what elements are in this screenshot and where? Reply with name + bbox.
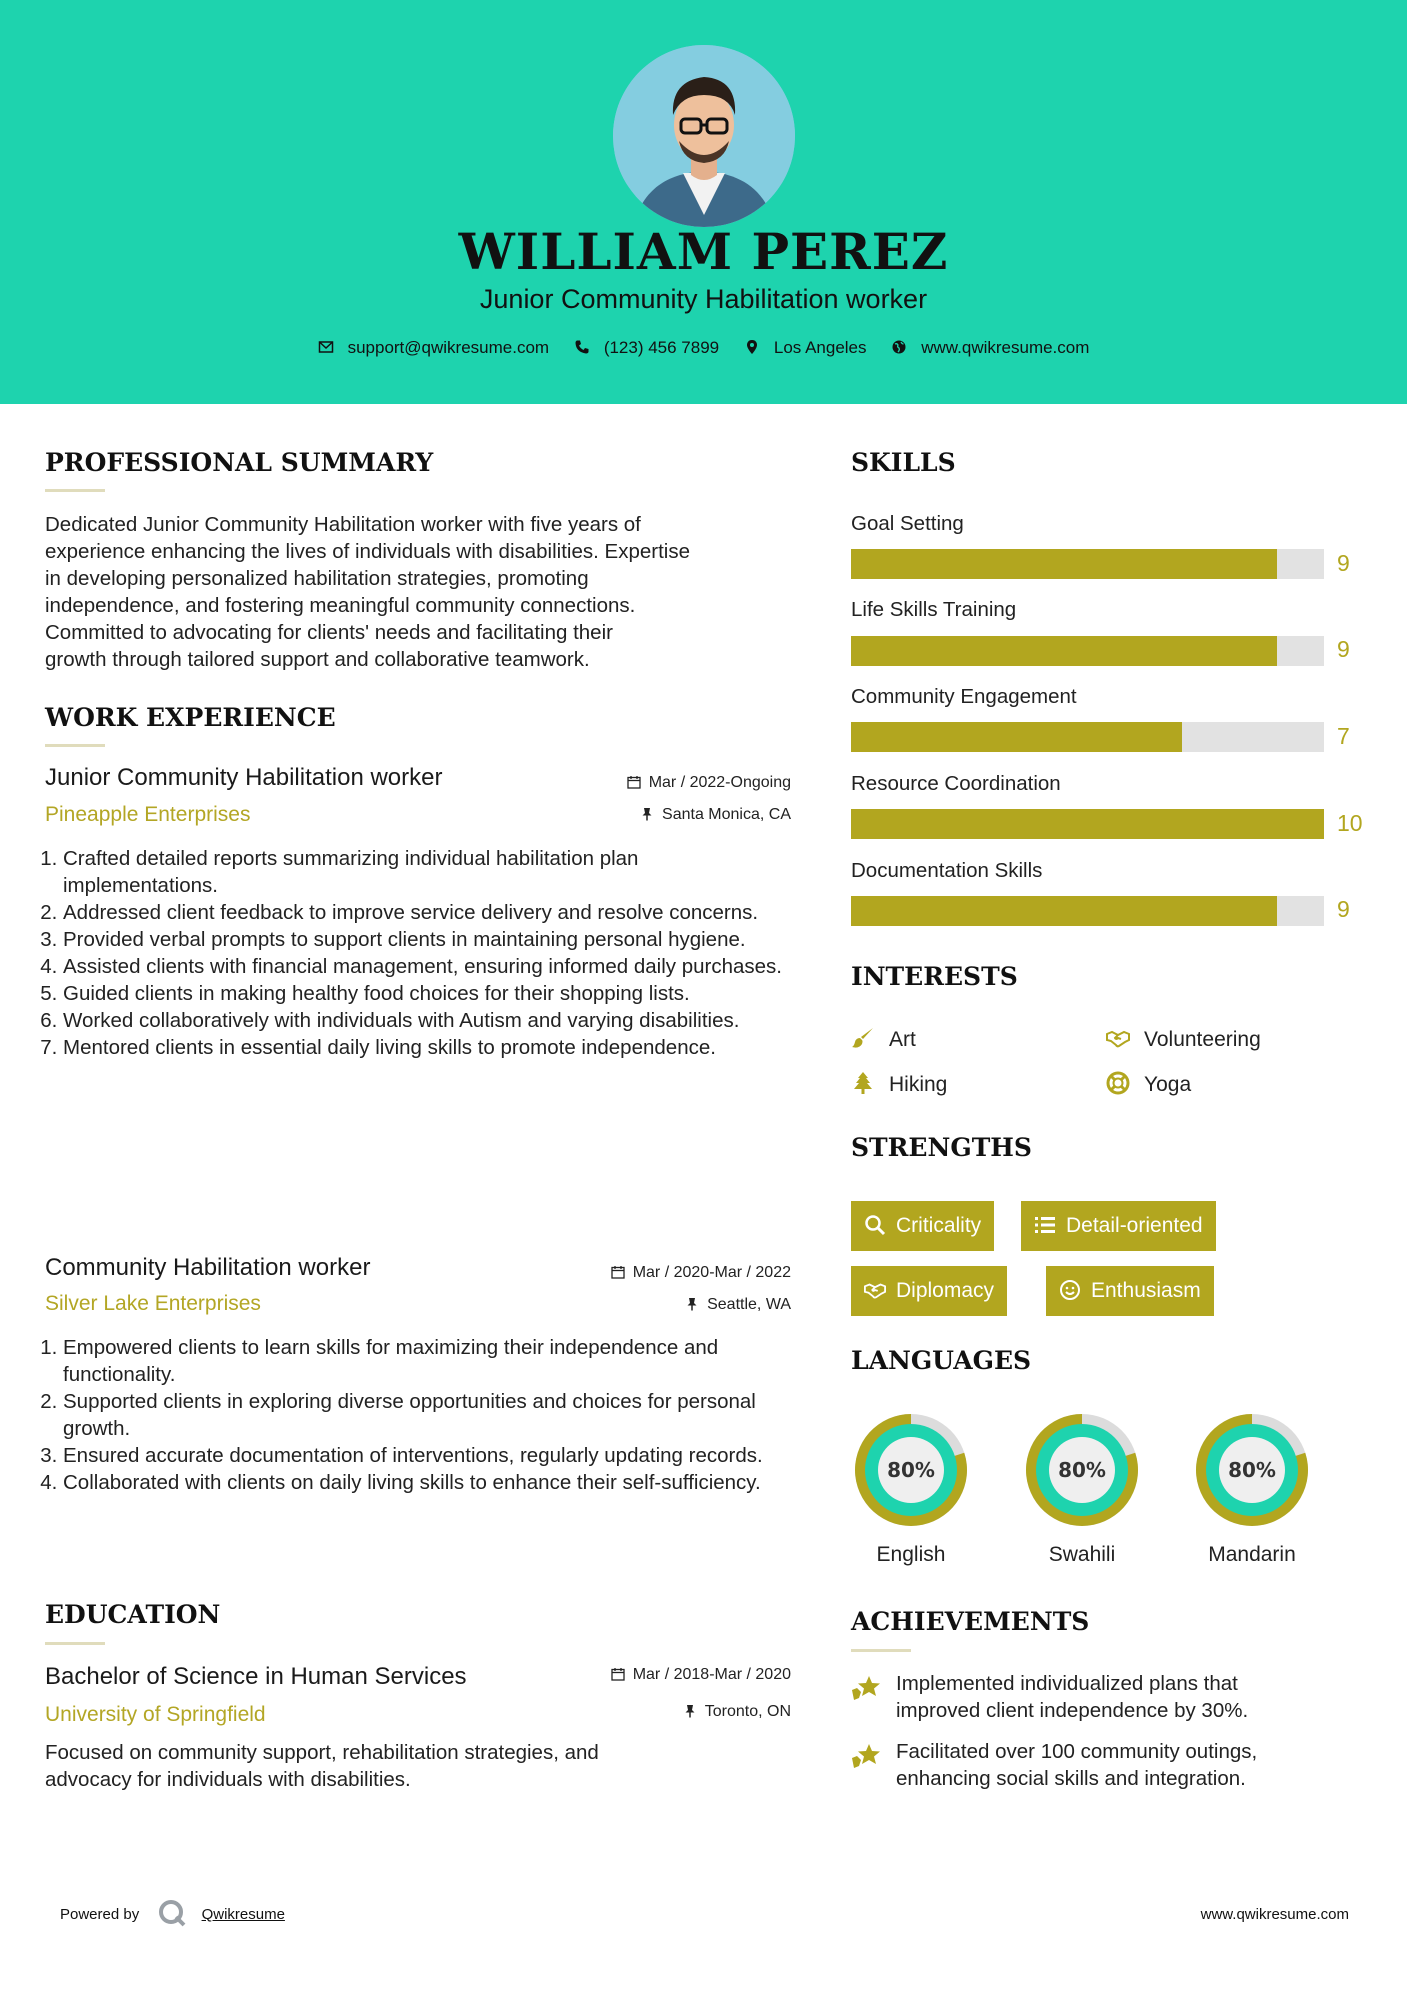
calendar-icon (611, 1667, 625, 1681)
duty-item: 4. Collaborated with clients on daily living skills to enhance their self-sufficiency. (63, 1469, 795, 1496)
skill-bar-fill (851, 636, 1277, 666)
interest-item (851, 1071, 947, 1097)
summary-line: experience enhancing the lives of individuals with disabilities. Expertise (45, 540, 690, 563)
degree-title: Bachelor of Science in Human Services (45, 1663, 467, 1690)
candidate-role: Junior Community Habilitation worker (479, 284, 928, 314)
strength-label: Diplomacy (896, 1279, 995, 1302)
location-text: Los Angeles (773, 337, 867, 357)
calendar-icon (627, 775, 641, 789)
strength-label: Criticality (896, 1214, 982, 1237)
skill-score: 9 (1337, 896, 1350, 922)
contact-phone[interactable] (574, 338, 719, 358)
resume-header (0, 0, 1407, 404)
job-duties (45, 845, 795, 1061)
work-underline (45, 744, 105, 747)
duty-item: 2. Addressed client feedback to improve service delivery and resolve concerns. (63, 899, 795, 926)
language-item (1020, 1408, 1144, 1566)
education-underline (45, 1642, 105, 1645)
skills-heading: SKILLS (851, 448, 956, 477)
summary-line: Dedicated Junior Community Habilitation worker with five years of (45, 513, 641, 536)
strength-tag (1046, 1266, 1214, 1316)
job-company: Silver Lake Enterprises (45, 1292, 261, 1315)
language-percent: 80% (887, 1458, 935, 1482)
candidate-name: WILLIAM PEREZ (458, 222, 949, 281)
achievements-heading: ACHIEVEMENTS (851, 1607, 1090, 1636)
duty-item: 3. Provided verbal prompts to support clients in maintaining personal hygiene. (63, 926, 795, 953)
summary-line: Committed to advocating for clients' needs and facilitating their (45, 621, 613, 644)
duty-item: 1. Crafted detailed reports summarizing individual habilitation plan implementations. (63, 845, 795, 899)
strengths-heading: STRENGTHS (851, 1133, 1032, 1162)
languages-heading: LANGUAGES (851, 1346, 1032, 1375)
map-pin-icon (744, 339, 760, 355)
job-duties (45, 1334, 795, 1496)
skill-name: Goal Setting (851, 512, 964, 535)
interest-label: Volunteering (1144, 1028, 1261, 1051)
phone-icon (574, 339, 590, 355)
footer-website[interactable]: www.qwikresume.com (1200, 1906, 1349, 1923)
language-donut (849, 1408, 973, 1532)
interest-label: Hiking (889, 1073, 948, 1096)
globe-icon (891, 339, 907, 355)
achievement-item (851, 1670, 1248, 1724)
interest-item (851, 1026, 916, 1052)
education-line: advocacy for individuals with disabilities. (45, 1768, 411, 1791)
pushpin-icon (640, 807, 654, 821)
smile-icon (1059, 1279, 1081, 1301)
skill-score: 9 (1337, 636, 1350, 662)
language-item (849, 1408, 973, 1566)
language-percent: 80% (1058, 1458, 1106, 1482)
phone-text: (123) 456 7899 (603, 337, 720, 357)
summary-text (45, 511, 690, 673)
job-location-text: Seattle, WA (707, 1296, 791, 1313)
skill-name: Resource Coordination (851, 772, 1061, 795)
language-percent: 80% (1228, 1458, 1276, 1482)
job-location-text: Santa Monica, CA (662, 806, 791, 823)
lifering-icon (1106, 1071, 1130, 1095)
skill-name: Community Engagement (851, 685, 1077, 708)
search-icon (864, 1214, 886, 1236)
job-company: Pineapple Enterprises (45, 803, 251, 826)
language-donut (1190, 1408, 1314, 1532)
job-date-text: Mar / 2022-Ongoing (648, 774, 791, 791)
duty-item: 2. Supported clients in exploring diverse opportunities and choices for personal growth. (63, 1388, 795, 1442)
achievement-line: Implemented individualized plans that (896, 1672, 1238, 1695)
profile-photo (613, 45, 795, 227)
star-hand-icon (851, 1740, 883, 1770)
summary-line: growth through tailored support and collaborative teamwork. (45, 648, 590, 671)
qwikresume-logo-icon (157, 1898, 187, 1932)
summary-underline (45, 489, 105, 492)
paintbrush-icon (851, 1026, 875, 1050)
strength-label: Detail-oriented (1066, 1214, 1203, 1237)
contact-email[interactable] (318, 338, 550, 358)
language-name: Swahili (1048, 1543, 1116, 1566)
education-text (45, 1739, 599, 1793)
powered-by-text: Powered by (60, 1905, 140, 1923)
language-item (1190, 1408, 1314, 1566)
education-line: Focused on community support, rehabilitation strategies, and (45, 1741, 599, 1764)
achievement-line: enhancing social skills and integration. (896, 1767, 1246, 1790)
skill-bar-fill (851, 722, 1182, 752)
strength-tag (851, 1266, 1007, 1316)
school-name: University of Springfield (45, 1703, 266, 1726)
job-title: Junior Community Habilitation worker (45, 764, 443, 791)
contact-bar (0, 337, 1407, 358)
summary-heading: PROFESSIONAL SUMMARY (45, 448, 434, 477)
job-location (685, 1296, 791, 1314)
tree-icon (851, 1071, 875, 1095)
interest-item (1106, 1071, 1191, 1097)
language-name: English (876, 1543, 946, 1566)
skill-score: 7 (1337, 723, 1350, 749)
skill-name: Documentation Skills (851, 859, 1043, 882)
footer-powered-by (60, 1898, 285, 1932)
strength-tag (851, 1201, 994, 1251)
skill-bar (851, 809, 1324, 839)
duty-item: 1. Empowered clients to learn skills for maximizing their independence and functionality. (63, 1334, 795, 1388)
achievement-item (851, 1738, 1257, 1792)
work-heading: WORK EXPERIENCE (45, 703, 336, 732)
duty-item: 5. Guided clients in making healthy food choices for their shopping lists. (63, 980, 795, 1007)
duty-item: 7. Mentored clients in essential daily living skills to promote independence. (63, 1034, 795, 1061)
skill-bar-fill (851, 549, 1277, 579)
email-text: support@qwikresume.com (347, 337, 550, 357)
pushpin-icon (683, 1704, 697, 1718)
interest-label: Art (889, 1028, 916, 1051)
star-hand-icon (851, 1672, 883, 1702)
pushpin-icon (685, 1297, 699, 1311)
interest-label: Yoga (1144, 1073, 1192, 1096)
job-date (611, 1264, 791, 1282)
skill-bar (851, 636, 1324, 666)
handshake-icon (1106, 1026, 1130, 1050)
education-heading: EDUCATION (45, 1600, 221, 1629)
handshake-icon (864, 1279, 886, 1301)
strength-tag (1021, 1201, 1216, 1251)
duty-item: 6. Worked collaboratively with individuals with Autism and varying disabilities. (63, 1007, 795, 1034)
website-text: www.qwikresume.com (921, 337, 1090, 357)
qwikresume-link[interactable]: Qwikresume (201, 1905, 285, 1923)
achievement-line: Facilitated over 100 community outings, (896, 1740, 1258, 1763)
interests-heading: INTERESTS (851, 962, 1018, 991)
skill-bar-fill (851, 809, 1324, 839)
skill-score: 10 (1337, 810, 1363, 836)
education-location-text: Toronto, ON (704, 1703, 791, 1720)
language-name: Mandarin (1208, 1543, 1296, 1566)
job-date (627, 774, 791, 792)
skill-name: Life Skills Training (851, 598, 1017, 621)
skill-bar (851, 722, 1324, 752)
language-donut (1020, 1408, 1144, 1532)
contact-website[interactable] (891, 338, 1089, 358)
education-date-text: Mar / 2018-Mar / 2020 (632, 1666, 791, 1683)
job-location (640, 806, 791, 824)
achievement-line: improved client independence by 30%. (896, 1699, 1249, 1722)
list-icon (1034, 1214, 1056, 1236)
contact-location (744, 338, 867, 358)
interest-item (1106, 1026, 1261, 1052)
skill-bar (851, 896, 1324, 926)
summary-line: in developing personalized habilitation strategies, promoting (45, 567, 589, 590)
education-location (683, 1703, 791, 1721)
skill-bar-fill (851, 896, 1277, 926)
achievements-underline (851, 1649, 911, 1652)
duty-item: 4. Assisted clients with financial management, ensuring informed daily purchases. (63, 953, 795, 980)
skill-score: 9 (1337, 550, 1350, 576)
skill-bar (851, 549, 1324, 579)
job-title: Community Habilitation worker (45, 1254, 371, 1281)
duty-item: 3. Ensured accurate documentation of interventions, regularly updating records. (63, 1442, 795, 1469)
job-date-text: Mar / 2020-Mar / 2022 (632, 1264, 791, 1281)
education-date (611, 1666, 791, 1684)
envelope-icon (318, 339, 334, 355)
strength-label: Enthusiasm (1091, 1279, 1201, 1302)
calendar-icon (611, 1265, 625, 1279)
summary-line: independence, and fostering meaningful community connections. (45, 594, 636, 617)
